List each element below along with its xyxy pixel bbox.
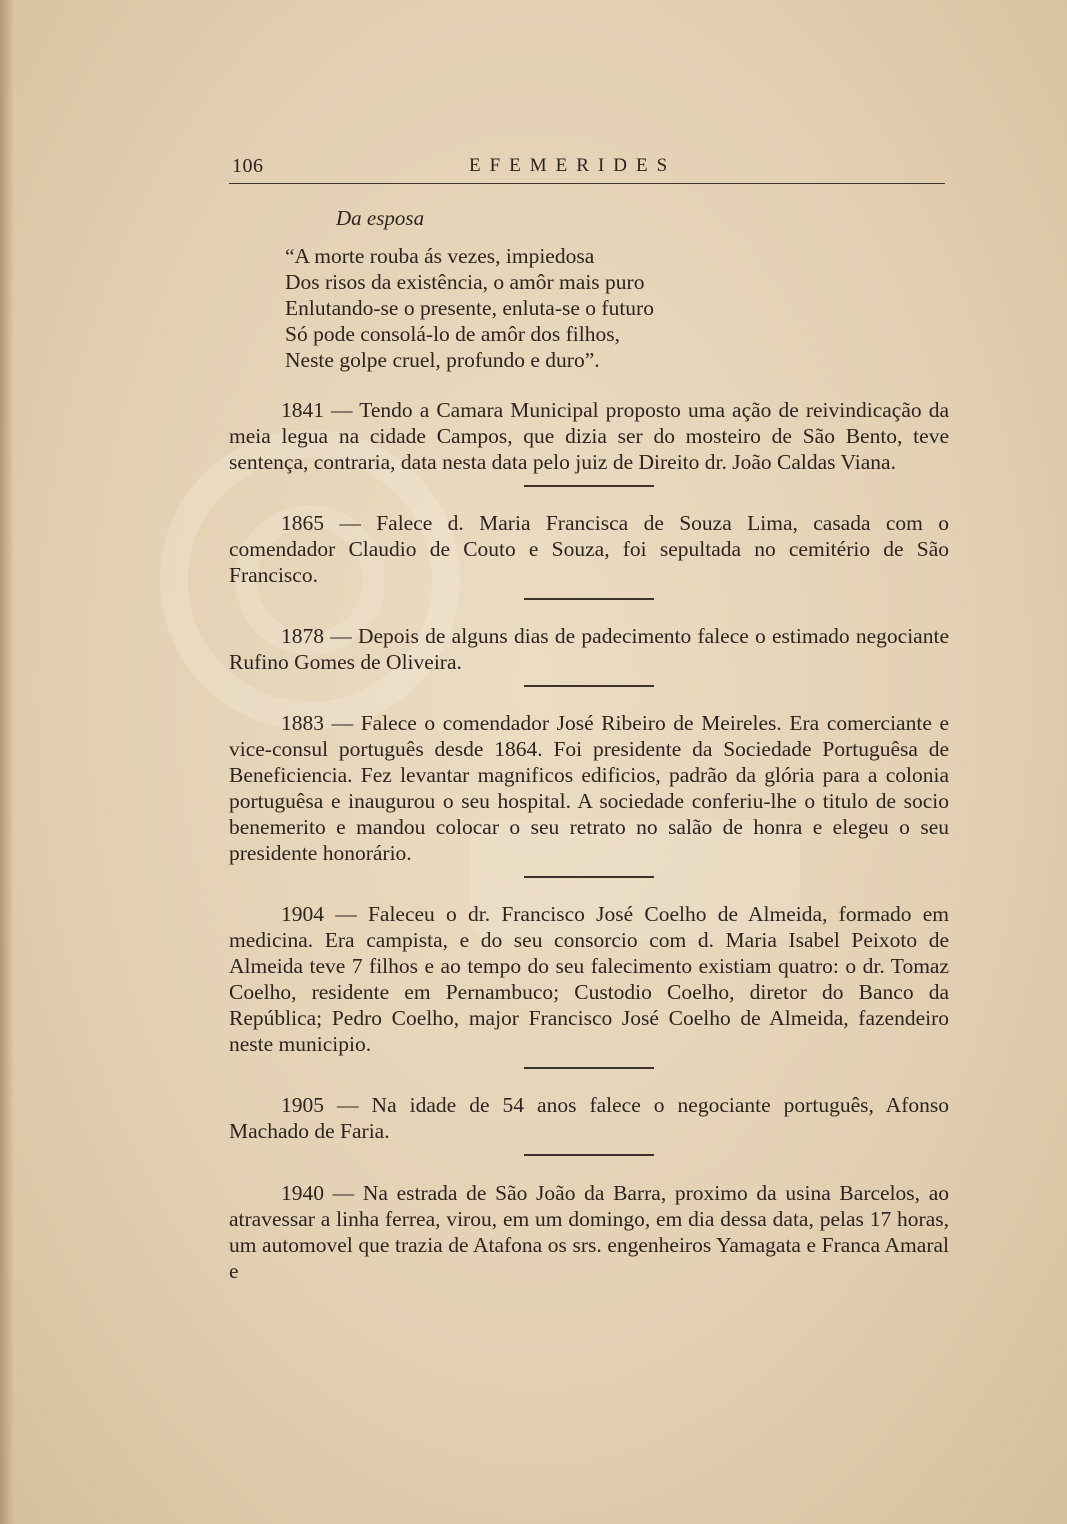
- section-divider: [524, 1067, 654, 1069]
- page-content: [229, 205, 949, 1284]
- entry-1878: 1878 — Depois de alguns dias de padecimento falece o estimado negociante Rufino Gomes de Oliveira.: [229, 624, 949, 674]
- page-number: 106: [232, 155, 264, 177]
- poem-line: Enlutando-se o presente, enluta-se o futuro: [285, 296, 654, 320]
- poem-dedication: Da esposa: [336, 206, 425, 230]
- section-divider: [524, 485, 654, 487]
- entry-1905: 1905 — Na idade de 54 anos falece o negociante português, Afonso Machado de Faria.: [229, 1093, 949, 1143]
- poem-line: “A morte rouba ás vezes, impiedosa: [285, 244, 595, 268]
- poem-line: Neste golpe cruel, profundo e duro”.: [285, 348, 600, 372]
- poem: [285, 243, 949, 373]
- section-divider: [524, 876, 654, 878]
- poem-line: Só pode consolá-lo de amôr dos filhos,: [285, 322, 620, 346]
- section-divider: [524, 1154, 654, 1156]
- entry-1841: 1841 — Tendo a Camara Municipal proposto uma ação de reivindicação da meia legua na cidade Campos, que dizia ser do mosteiro de São Bento, teve sentença, contraria, data nesta data pelo juiz de Direito dr. João Caldas Viana.: [229, 398, 949, 474]
- entry-1904: 1904 — Faleceu o dr. Francisco José Coelho de Almeida, formado em medicina. Era campista, e do seu consorcio com d. Maria Isabel Peixoto de Almeida teve 7 filhos e ao tempo do seu falecimento existiam quatro: o dr. Tomaz Coelho, residente em Pernambuco; Custodio Coelho, diretor do Banco da República; Pedro Coelho, major Francisco José Coelho de Almeida, fazendeiro neste municipio.: [229, 902, 949, 1056]
- entry-1940: 1940 — Na estrada de São João da Barra, proximo da usina Barcelos, ao atravessar a linha ferrea, virou, em um domingo, em dia dessa data, pelas 17 horas, um automovel que trazia de Atafona os srs. engenheiros Yamagata e Franca Amaral e: [229, 1181, 949, 1283]
- poem-line: Dos risos da existência, o amôr mais puro: [285, 270, 645, 294]
- entry-1865: 1865 — Falece d. Maria Francisca de Souza Lima, casada com o comendador Claudio de Couto e Souza, foi sepultada no cemitério de São Francisco.: [229, 511, 949, 587]
- entry-1883: 1883 — Falece o comendador José Ribeiro de Meireles. Era comerciante e vice-consul português desde 1864. Foi presidente da Sociedade Portuguêsa de Beneficiencia. Fez levantar magnificos edificios, padrão da glória para a colonia portuguêsa e inaugurou o seu hospital. A sociedade conferiu-lhe o titulo de socio benemerito e mandou colocar o seu retrato no salão de honra e elegeu o seu presidente honorário.: [229, 711, 949, 865]
- running-header: [229, 155, 945, 184]
- section-divider: [524, 598, 654, 600]
- section-divider: [524, 685, 654, 687]
- page-edge-shadow: [0, 0, 14, 1524]
- running-title: EFEMERIDES: [469, 155, 677, 176]
